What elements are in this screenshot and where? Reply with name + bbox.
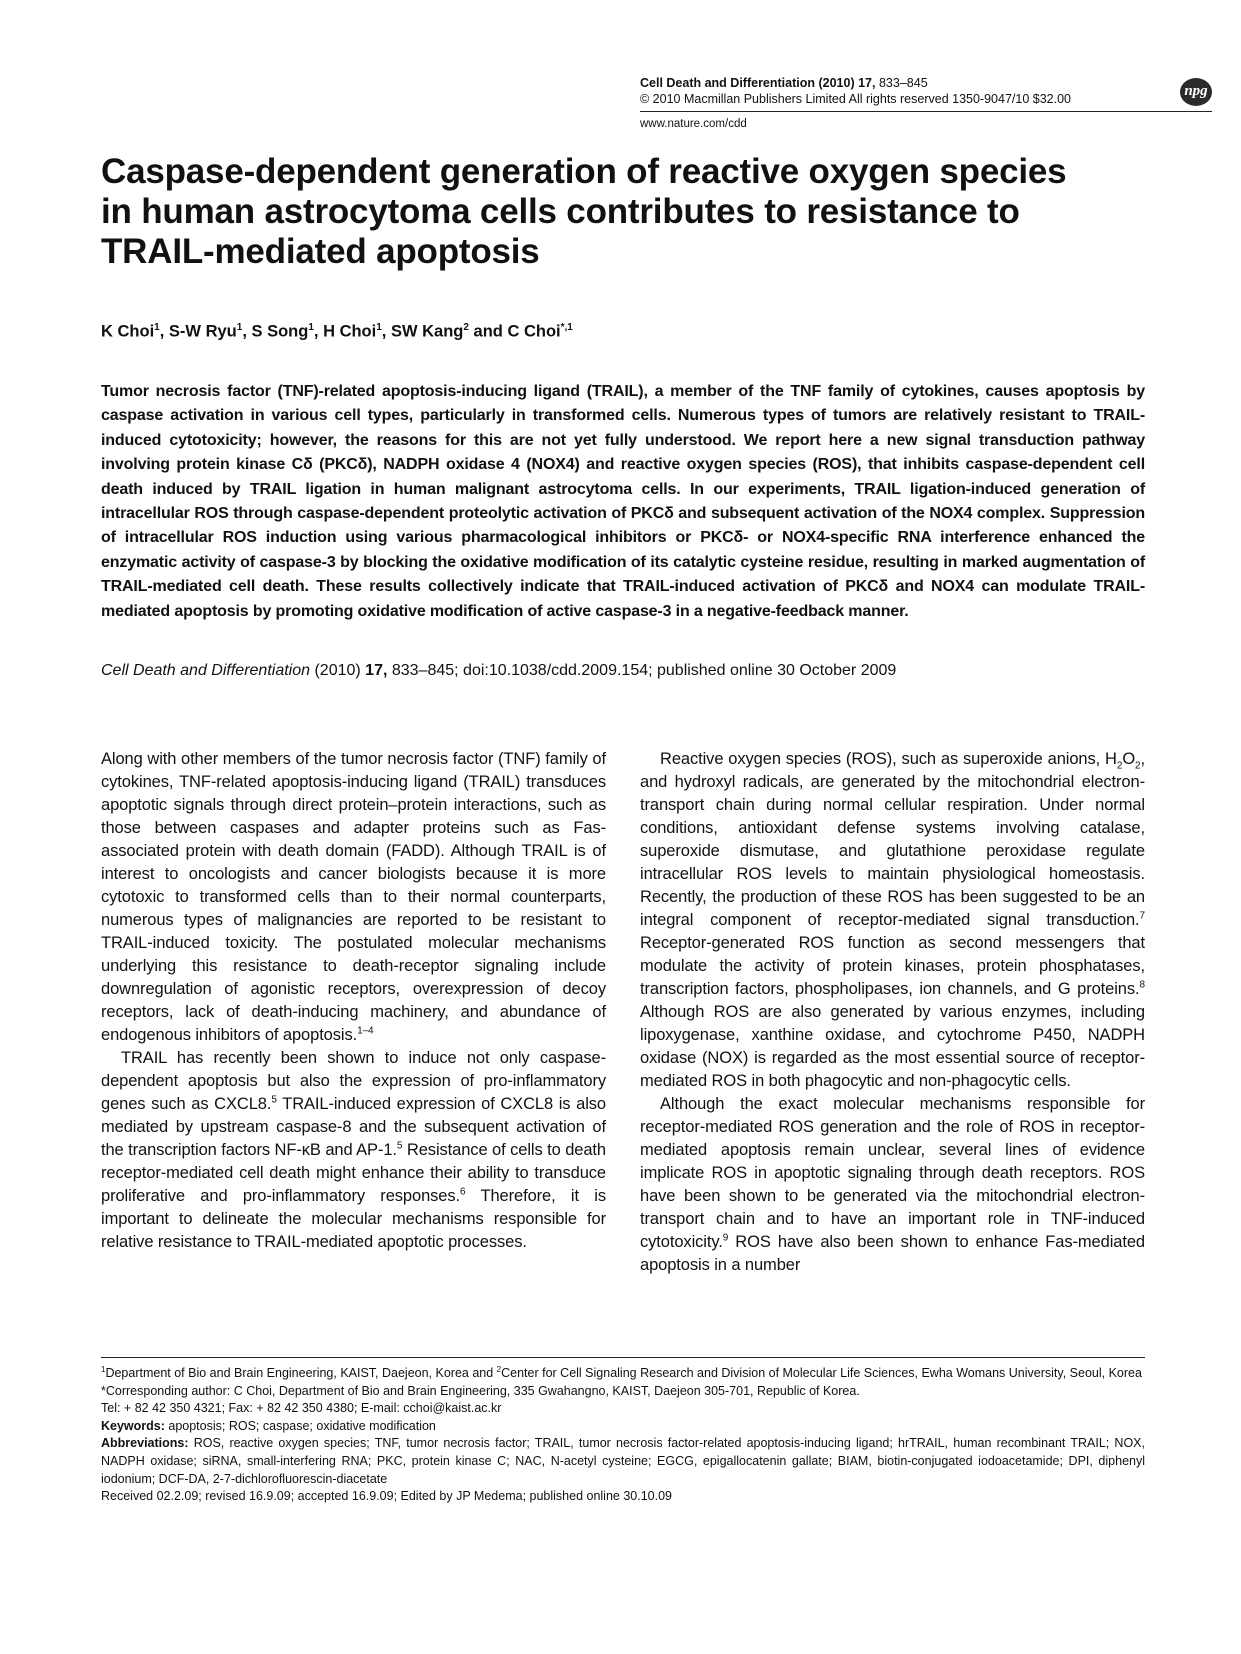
author-affiliation: 1 <box>308 322 314 333</box>
journal-volume: 17, <box>858 76 876 90</box>
affiliation-marker: 2 <box>496 1364 502 1374</box>
author-affiliation: *,1 <box>560 322 573 333</box>
author: K Choi <box>101 322 155 341</box>
journal-header <box>640 76 928 90</box>
affiliations <box>101 1365 1145 1383</box>
contact-info: Tel: + 82 42 350 4321; Fax: + 82 42 350 4380; E-mail: cchoi@kaist.ac.kr <box>101 1401 502 1416</box>
footnote-rule <box>101 1357 1145 1358</box>
author: S Song <box>251 322 309 341</box>
subscript: 2 <box>1135 760 1141 772</box>
author: S-W Ryu <box>168 322 237 341</box>
reference-marker[interactable]: 5 <box>271 1094 277 1106</box>
author: SW Kang <box>390 322 464 341</box>
affiliation-marker: 1 <box>101 1364 106 1374</box>
journal-url[interactable]: www.nature.com/cdd <box>640 118 747 130</box>
journal-pages: 833–845 <box>878 76 928 90</box>
citation-year: (2010) <box>314 662 361 679</box>
header-rule <box>640 111 1212 112</box>
body-text: Resistance of cells to death receptor-mediated cell death might enhance their ability to transduce proliferative and pro-inflammatory responses. <box>101 1141 606 1205</box>
keywords-label: Keywords: <box>101 1418 165 1433</box>
body-column-left <box>101 748 606 1254</box>
reference-marker[interactable]: 9 <box>722 1232 729 1244</box>
corresponding-author: *Corresponding author: C Choi, Department of Bio and Brain Engineering, 335 Gwahangno, KAIST, Daejeon 305-701, Republic of Korea. <box>101 1383 860 1398</box>
reference-marker[interactable]: 1–4 <box>357 1025 374 1037</box>
copyright-line: © 2010 Macmillan Publishers Limited All rights reserved 1350-9047/10 $32.00 <box>640 92 1071 106</box>
author: H Choi <box>323 322 377 341</box>
reference-marker[interactable]: 6 <box>460 1186 466 1198</box>
citation-journal: Cell Death and Differentiation <box>101 662 311 679</box>
author-affiliation: 1 <box>376 322 382 333</box>
body-paragraph <box>101 748 606 1047</box>
author-affiliation: 1 <box>236 322 243 333</box>
body-text: Receptor-generated ROS function as second messengers that modulate the activity of protein kinases, protein phosphatases, transcription factors, phospholipases, ion channels, and G proteins. <box>640 934 1145 998</box>
keywords-text: apoptosis; ROS; caspase; oxidative modification <box>164 1418 436 1433</box>
body-paragraph <box>101 1047 606 1254</box>
body-text: Reactive oxygen species (ROS), such as superoxide anions, H <box>660 750 1117 768</box>
body-text: O <box>1122 750 1136 768</box>
body-text: TRAIL-induced expression of CXCL8 is also mediated by upstream caspase-8 and the subsequent activation of the transcription factors NF-κB and AP-1. <box>101 1095 606 1159</box>
abstract: Tumor necrosis factor (TNF)-related apoptosis-inducing ligand (TRAIL), a member of the TNF family of cytokines, causes apoptosis by caspase activation in various cell types, particularly in transformed cells. Numerous types of tumors are relatively resistant to TRAIL-induced cytotoxicity; however, the reasons for this are not yet fully understood. We report here a new signal transduction pathway involving protein kinase Cδ (PKCδ), NADPH oxidase 4 (NOX4) and reactive oxygen species (ROS), that inhibits caspase-dependent cell death induced by TRAIL ligation in human malignant astrocytoma cells. In our experiments, TRAIL ligation-induced generation of intracellular ROS through caspase-dependent proteolytic activation of PKCδ and subsequent activation of the NOX4 complex. Suppression of intracellular ROS induction using various pharmacological inhibitors or PKCδ- or NOX4-specific RNA interference enhanced the enzymatic activity of caspase-3 by blocking the oxidative modification of its catalytic cysteine residue, resulting in marked augmentation of TRAIL-mediated cell death. These results collectively indicate that TRAIL-induced activation of PKCδ and NOX4 can modulate TRAIL-mediated apoptosis by promoting oxidative modification of active caspase-3 in a negative-feedback manner. <box>101 383 1145 620</box>
author-affiliation: 1 <box>154 322 160 333</box>
citation-line <box>101 662 896 680</box>
body-text: , and hydroxyl radicals, are generated by the mitochondrial electron-transport chain during normal cellular respiration. Under normal conditions, antioxidant defense systems involving catalase, superoxide dismutase, and glutathione peroxidase regulate intracellular ROS levels to maintain physiological homeostasis. Recently, the production of these ROS has been suggested to be an integral component of receptor-mediated signal transduction. <box>640 750 1145 929</box>
npg-logo: npg <box>1180 78 1212 106</box>
body-text: Although ROS are also generated by various enzymes, including lipoxygenase, xanthine oxidase, and cytochrome P450, NADPH oxidase (NOX) is regarded as the most essential source of receptor-mediated ROS in both phagocytic and non-phagocytic cells. <box>640 1003 1145 1090</box>
article-title: Caspase-dependent generation of reactive oxygen species in human astrocytoma cells contributes to resistance to TRAIL-mediated apoptosis <box>101 152 1067 271</box>
body-text: Along with other members of the tumor necrosis factor (TNF) family of cytokines, TNF-related apoptosis-inducing ligand (TRAIL) transduces apoptotic signals through direct protein–protein interactions, such as those between caspases and adapter proteins such as Fas-associated protein with death domain (FADD). Although TRAIL is of interest to oncologists and cancer biologists because it is more cytotoxic to transformed cells than to their normal counterparts, numerous types of malignancies are reported to be resistant to TRAIL-induced toxicity. The postulated molecular mechanisms underlying this resistance to death-receptor signaling include downregulation of agonistic receptors, overexpression of decoy receptors, lack of death-inducing machinery, and abundance of endogenous inhibitors of apoptosis. <box>101 750 606 1044</box>
body-text: Although the exact molecular mechanisms responsible for receptor-mediated ROS generation and the role of ROS in receptor-mediated apoptosis remain unclear, several lines of evidence implicate ROS in apoptotic signaling through death receptors. ROS have been shown to be generated via the mitochondrial electron-transport chain and to have an important role in TNF-induced cytotoxicity. <box>640 1095 1145 1251</box>
subscript: 2 <box>1116 760 1123 772</box>
reference-marker[interactable]: 8 <box>1139 979 1145 991</box>
author-list: K Choi$^1$, S-W Ryu$^1$, S Song$^1$, H Choi$^1$, SW Kang$^2$ and C Choi$^{*,1}$ <box>101 322 573 341</box>
abbreviations <box>101 1435 1145 1488</box>
keywords <box>101 1418 1145 1436</box>
author-affiliation: 2 <box>463 322 469 333</box>
affiliation-text: Department of Bio and Brain Engineering, KAIST, Daejeon, Korea and <box>105 1366 497 1380</box>
body-text: TRAIL has recently been shown to induce not only caspase-dependent apoptosis but also the expression of pro-inflammatory genes such as CXCL8. <box>101 1049 606 1113</box>
body-text: ROS have also been shown to enhance Fas-mediated apoptosis in a number <box>640 1233 1145 1274</box>
affiliation-text: Center for Cell Signaling Research and Division of Molecular Life Sciences, Ewha Womans University, Seoul, Korea <box>501 1366 1142 1380</box>
abbreviations-text: ROS, reactive oxygen species; TNF, tumor necrosis factor; TRAIL, tumor necrosis factor-related apoptosis-inducing ligand; hrTRAIL, human recombinant TRAIL; NOX, NADPH oxidase; siRNA, small-interfering RNA; PKC, protein kinase C; NAC, N-acetyl cysteine; EGCG, epigallocatenin gallate; BIAM, biotin-conjugated iodoacetamide; DPI, diphenyl iodonium; DCF-DA, 2-7-dichlorofluorescin-diacetate <box>101 1436 1145 1486</box>
received-dates: Received 02.2.09; revised 16.9.09; accepted 16.9.09; Edited by JP Medema; published online 30.10.09 <box>101 1489 672 1504</box>
body-paragraph <box>640 748 1145 1093</box>
citation-volume: 17, <box>365 662 388 679</box>
reference-marker[interactable]: 5 <box>396 1140 403 1152</box>
citation-details: 833–845; doi:10.1038/cdd.2009.154; published online 30 October 2009 <box>391 662 897 679</box>
body-column-right <box>640 748 1145 1277</box>
body-paragraph <box>640 1093 1145 1277</box>
journal-name: Cell Death and Differentiation (2010) <box>640 76 855 90</box>
reference-marker[interactable]: 7 <box>1139 910 1145 922</box>
abbreviations-label: Abbreviations: <box>101 1436 189 1451</box>
author: C Choi <box>507 322 561 341</box>
body-text: Therefore, it is important to delineate the molecular mechanisms responsible for relative resistance to TRAIL-mediated apoptotic processes. <box>101 1187 606 1251</box>
footnotes <box>101 1365 1145 1506</box>
